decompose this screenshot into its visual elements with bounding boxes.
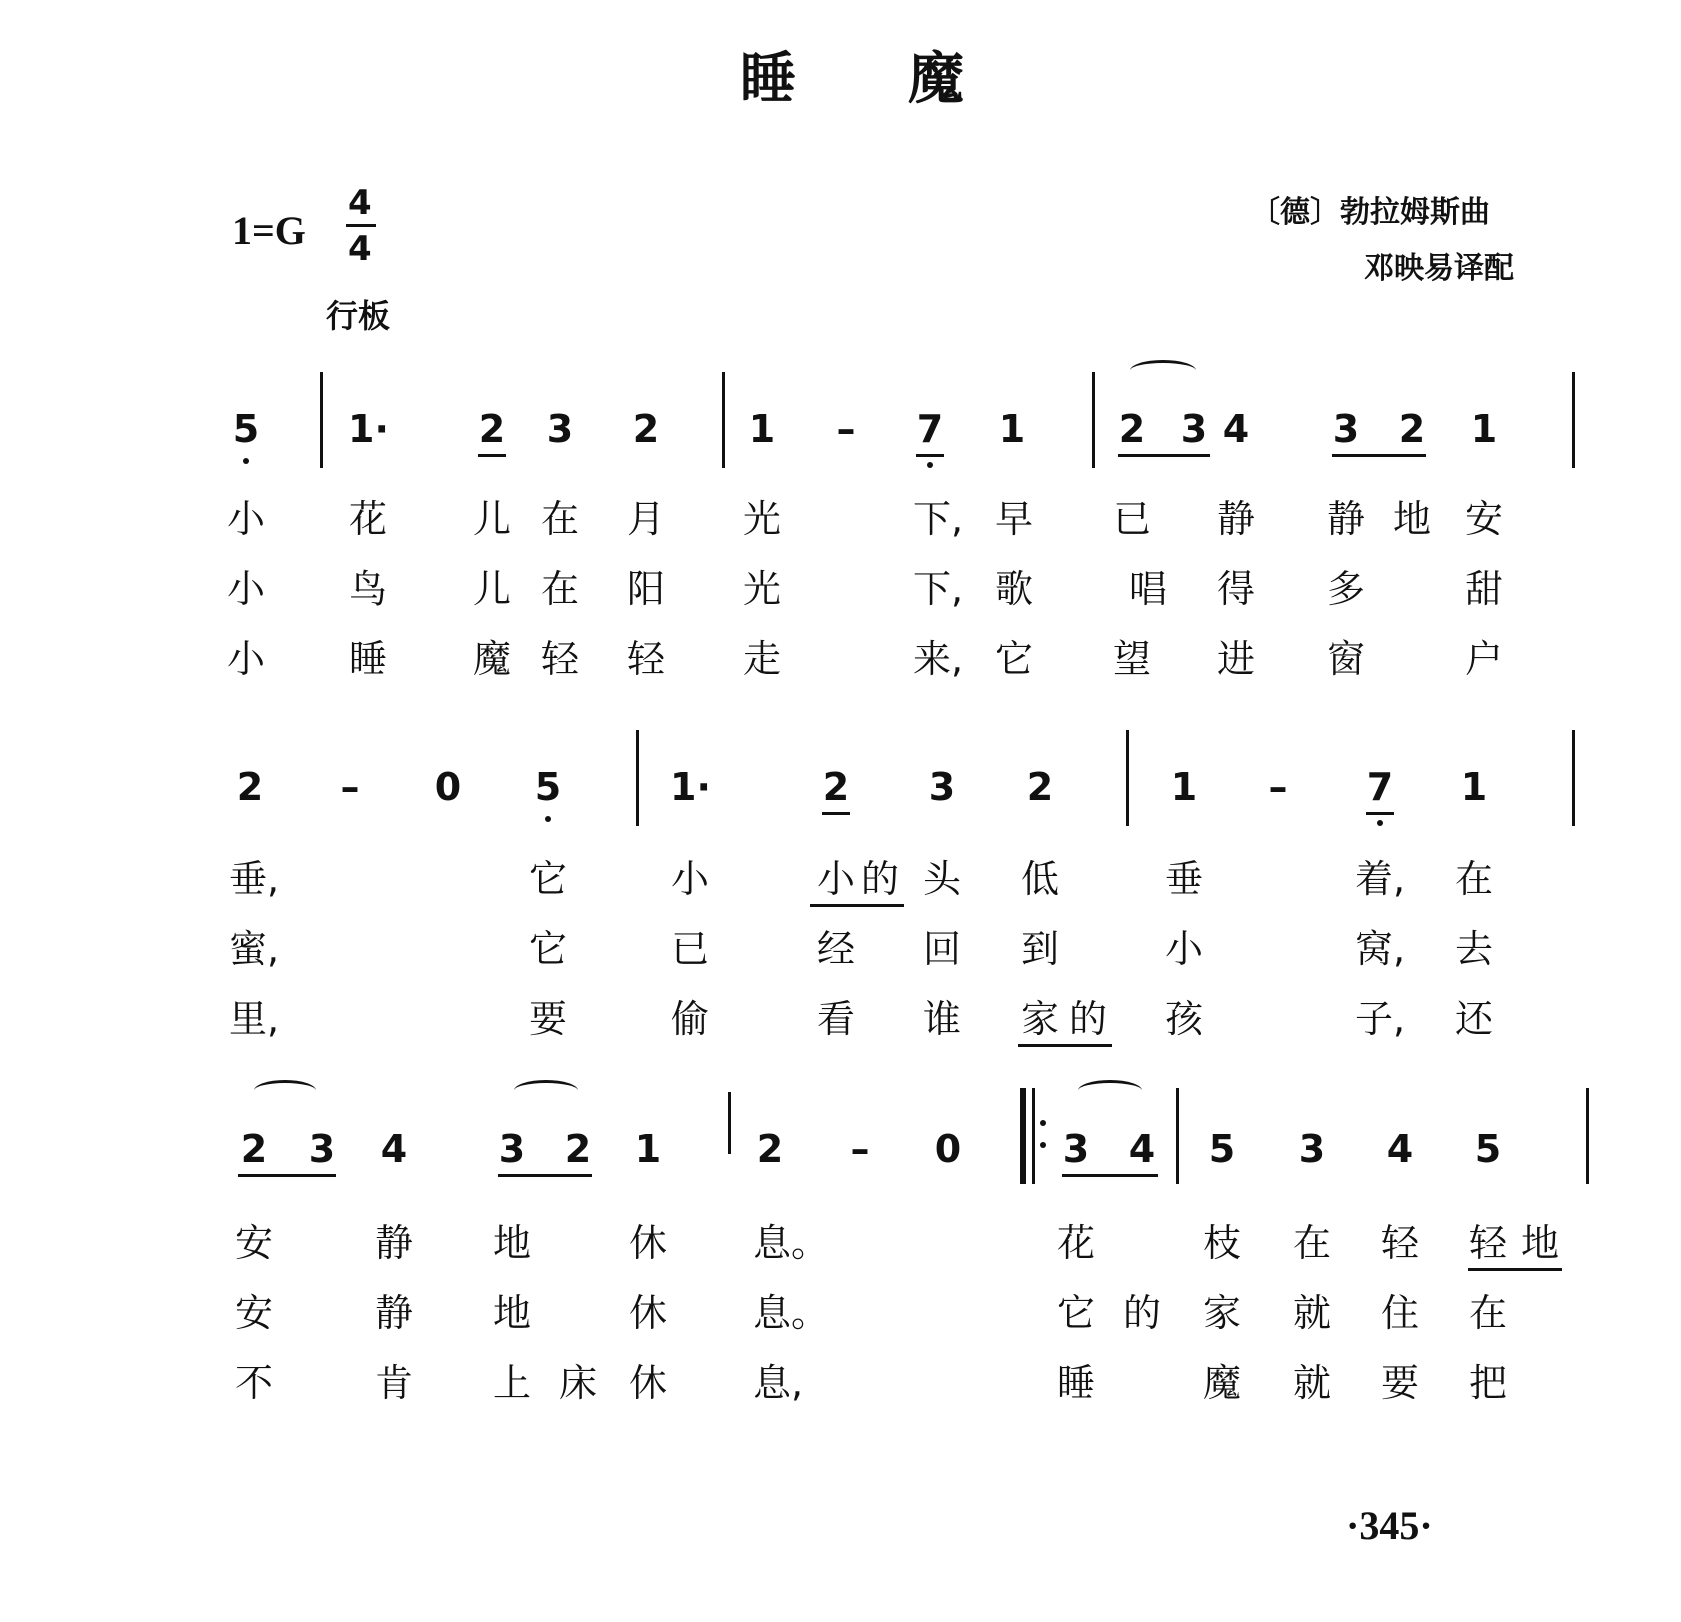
note: – — [850, 1127, 870, 1171]
repeat-dot — [1040, 1120, 1046, 1126]
lyric: 花 — [1056, 1221, 1095, 1265]
note: 2 — [478, 407, 506, 451]
lyric: 床 — [558, 1361, 597, 1405]
composer-credit: 〔德〕勃拉姆斯曲 — [1250, 195, 1490, 230]
lyric: 看 — [816, 997, 855, 1041]
lyric: 的 — [1068, 997, 1107, 1041]
low-octave-dot — [1377, 820, 1383, 826]
lyric: 它 — [994, 637, 1033, 681]
lyric: 还 — [1454, 997, 1493, 1041]
lyric: 望 — [1112, 637, 1151, 681]
lyric: 垂 — [1164, 857, 1203, 901]
lyric: 子, — [1355, 997, 1406, 1041]
lyric: 甜 — [1464, 567, 1503, 611]
lyric: 轻 — [540, 637, 579, 681]
lyric: 在 — [1292, 1221, 1331, 1265]
slur — [514, 1080, 578, 1101]
barline — [1126, 730, 1129, 826]
note: 5 — [1474, 1127, 1502, 1171]
lyric: 歌 — [994, 567, 1033, 611]
low-octave-dot — [243, 458, 249, 464]
low-octave-dot — [545, 816, 551, 822]
lyric: 睡 — [1056, 1361, 1095, 1405]
lyric: 进 — [1216, 637, 1255, 681]
lyric: 上 — [492, 1361, 531, 1405]
lyric: 的 — [860, 857, 899, 901]
lyric: 安 — [1464, 497, 1503, 541]
lyric: 静 — [374, 1221, 413, 1265]
lyric: 静 — [374, 1291, 413, 1335]
note: 1 — [1470, 407, 1498, 451]
song-title: 睡 魔 — [740, 47, 964, 112]
lyric: 家 — [1020, 997, 1059, 1041]
lyric: 要 — [528, 997, 567, 1041]
repeat-dot — [1040, 1142, 1046, 1148]
lyric: 静 — [1326, 497, 1365, 541]
underline-beam — [478, 454, 506, 457]
note: 3 — [546, 407, 574, 451]
lyric: 户 — [1464, 637, 1503, 681]
lyric: 谁 — [922, 997, 961, 1041]
lyric: 轻 — [1380, 1221, 1419, 1265]
time-signature-bottom: 4 — [348, 229, 372, 269]
note: 5 — [232, 407, 260, 451]
lyric: 来, — [913, 637, 964, 681]
lyric: 安 — [234, 1221, 273, 1265]
note: 3 — [928, 765, 956, 809]
lyric: 在 — [1454, 857, 1493, 901]
note: 3 — [1298, 1127, 1326, 1171]
lyric: 在 — [1468, 1291, 1507, 1335]
lyric: 住 — [1380, 1291, 1419, 1335]
barline — [728, 1092, 731, 1154]
note: 4 — [380, 1127, 408, 1171]
note: 5 — [534, 765, 562, 809]
tempo-marking: 行板 — [326, 297, 391, 335]
lyric: 的 — [1122, 1291, 1161, 1335]
barline — [636, 730, 639, 826]
note: 1 — [998, 407, 1026, 451]
lyric: 就 — [1292, 1291, 1331, 1335]
barline — [1572, 372, 1575, 468]
lyric: 唱 — [1128, 567, 1167, 611]
lyric: 已 — [1112, 497, 1151, 541]
lyric: 它 — [528, 927, 567, 971]
slur — [1130, 360, 1196, 381]
lyric: 家 — [1202, 1291, 1241, 1335]
lyric: 把 — [1468, 1361, 1507, 1405]
lyric: 蜜, — [229, 927, 280, 971]
lyric: 得 — [1216, 567, 1255, 611]
note: 0 — [934, 1127, 962, 1171]
note: – — [340, 765, 360, 809]
lyric: 多 — [1326, 567, 1365, 611]
underline-melisma — [1468, 1268, 1562, 1271]
page-number: ·345· — [1346, 1503, 1433, 1548]
lyricist-credit: 邓映易译配 — [1364, 251, 1514, 286]
lyric: 已 — [670, 927, 709, 971]
key-signature: 1=G — [232, 208, 306, 253]
time-signature-top: 4 — [348, 183, 372, 223]
barline — [1572, 730, 1575, 826]
note: 3 — [1062, 1127, 1090, 1171]
slur — [254, 1080, 316, 1101]
underline-beam — [1366, 812, 1394, 815]
lyric: 地 — [1520, 1221, 1559, 1265]
lyric: 鸟 — [348, 567, 387, 611]
barline — [320, 372, 323, 468]
lyric: 它 — [1056, 1291, 1095, 1335]
note: 2 — [822, 765, 850, 809]
lyric: 走 — [742, 637, 781, 681]
lyric: 静 — [1216, 497, 1255, 541]
note: 2 — [564, 1127, 592, 1171]
lyric: 偷 — [670, 997, 709, 1041]
lyric: 里, — [229, 997, 280, 1041]
note: 7 — [1366, 765, 1394, 809]
note: 2 — [756, 1127, 784, 1171]
underline-melisma — [810, 904, 904, 907]
barline — [1176, 1088, 1179, 1184]
lyric: 睡 — [348, 637, 387, 681]
underline-beam — [1062, 1174, 1158, 1177]
note: 4 — [1222, 407, 1250, 451]
underline-beam — [1332, 454, 1426, 457]
lyric: 窝, — [1355, 927, 1406, 971]
note: – — [1268, 765, 1288, 809]
note: 7 — [916, 407, 944, 451]
note: 1· — [348, 407, 389, 451]
lyric: 下, — [913, 567, 964, 611]
note: 3 — [308, 1127, 336, 1171]
note: 1 — [634, 1127, 662, 1171]
note: 1 — [1170, 765, 1198, 809]
lyric: 经 — [816, 927, 855, 971]
lyric: 地 — [1392, 497, 1431, 541]
lyric: 到 — [1020, 927, 1059, 971]
lyric: 它 — [528, 857, 567, 901]
note: 0 — [434, 765, 462, 809]
lyric: 窗 — [1326, 637, 1365, 681]
lyric: 垂, — [229, 857, 280, 901]
lyric: 轻 — [626, 637, 665, 681]
lyric: 头 — [922, 857, 961, 901]
lyric: 息。 — [753, 1291, 830, 1335]
lyric: 就 — [1292, 1361, 1331, 1405]
lyric: 低 — [1020, 857, 1059, 901]
lyric: 孩 — [1164, 997, 1203, 1041]
lyric: 下, — [913, 497, 964, 541]
note: 2 — [1398, 407, 1426, 451]
lyric: 回 — [922, 927, 961, 971]
lyric: 枝 — [1202, 1221, 1241, 1265]
lyric: 安 — [234, 1291, 273, 1335]
lyric: 小 — [816, 857, 855, 901]
lyric: 小 — [226, 637, 265, 681]
note: 5 — [1208, 1127, 1236, 1171]
note: 3 — [498, 1127, 526, 1171]
lyric: 小 — [226, 497, 265, 541]
barline — [1092, 372, 1095, 468]
lyric: 休 — [628, 1221, 667, 1265]
barline — [722, 372, 725, 468]
underline-beam — [498, 1174, 592, 1177]
barline — [1586, 1088, 1589, 1184]
lyric: 休 — [628, 1291, 667, 1335]
lyric: 着, — [1355, 857, 1406, 901]
lyric: 地 — [492, 1221, 531, 1265]
lyric: 在 — [540, 497, 579, 541]
underline-beam — [238, 1174, 336, 1177]
lyric: 月 — [626, 497, 665, 541]
slur — [1078, 1080, 1142, 1101]
note: 4 — [1128, 1127, 1156, 1171]
lyric: 儿 — [472, 497, 511, 541]
note: 2 — [632, 407, 660, 451]
underline-melisma — [1018, 1044, 1112, 1047]
note: 2 — [236, 765, 264, 809]
note: 3 — [1332, 407, 1360, 451]
lyric: 儿 — [472, 567, 511, 611]
lyric: 小 — [1164, 927, 1203, 971]
time-signature-line — [346, 224, 376, 227]
lyric: 地 — [492, 1291, 531, 1335]
lyric: 早 — [994, 497, 1033, 541]
repeat-barline-thin — [1032, 1088, 1035, 1184]
note: 2 — [240, 1127, 268, 1171]
low-octave-dot — [927, 462, 933, 468]
lyric: 魔 — [472, 637, 511, 681]
lyric: 在 — [540, 567, 579, 611]
lyric: 肯 — [374, 1361, 413, 1405]
note: 1 — [748, 407, 776, 451]
underline-beam — [822, 812, 850, 815]
lyric: 去 — [1454, 927, 1493, 971]
lyric: 不 — [234, 1361, 273, 1405]
note: 2 — [1026, 765, 1054, 809]
lyric: 花 — [348, 497, 387, 541]
lyric: 息。 — [753, 1221, 830, 1265]
lyric: 小 — [670, 857, 709, 901]
lyric: 轻 — [1468, 1221, 1507, 1265]
lyric: 小 — [226, 567, 265, 611]
lyric: 光 — [742, 497, 781, 541]
lyric: 要 — [1380, 1361, 1419, 1405]
lyric: 魔 — [1202, 1361, 1241, 1405]
lyric: 光 — [742, 567, 781, 611]
note: 2 — [1118, 407, 1146, 451]
note: 4 — [1386, 1127, 1414, 1171]
note: 1 — [1460, 765, 1488, 809]
lyric: 休 — [628, 1361, 667, 1405]
lyric: 息, — [753, 1361, 804, 1405]
note: 3 — [1180, 407, 1208, 451]
repeat-barline-thick — [1020, 1088, 1026, 1184]
underline-beam — [916, 454, 944, 457]
underline-beam — [1118, 454, 1210, 457]
note: 1· — [670, 765, 711, 809]
note: – — [836, 407, 856, 451]
lyric: 阳 — [626, 567, 665, 611]
